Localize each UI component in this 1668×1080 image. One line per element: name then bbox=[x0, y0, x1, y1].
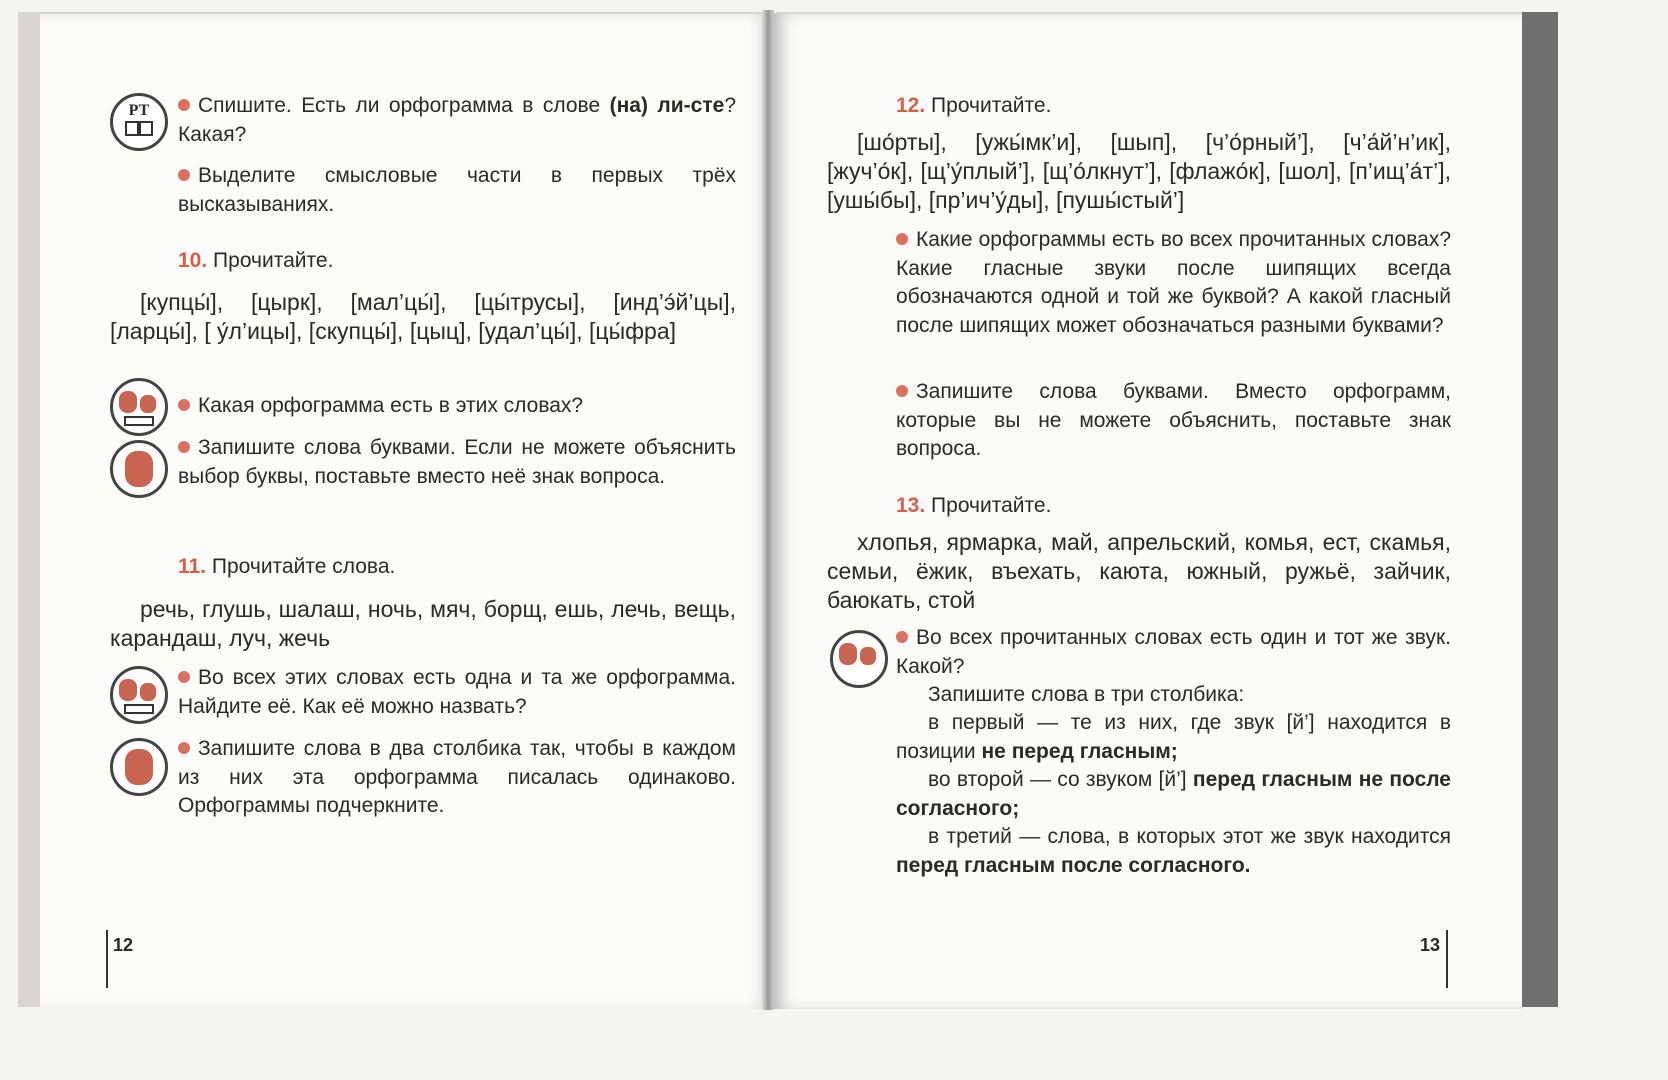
exercise-10-words: [купцы́], [цырк], [мал’цы́], [цы́трусы], [инд’э́й’цы], [ларцы́], [ у́л’ицы], [скупцы́], [цыц], [удал’цы́], [цы́фра] bbox=[110, 289, 736, 344]
workbook-icon-label: РТ bbox=[128, 102, 150, 119]
exercise-11-words: речь, глушь, шалаш, ночь, мяч, борщ, ешь, лечь, вещь, карандаш, луч, жечь bbox=[110, 596, 736, 651]
pair-work-icon bbox=[830, 630, 888, 688]
book-gutter bbox=[762, 10, 774, 1010]
page-number-bar bbox=[1446, 930, 1448, 988]
book-icon bbox=[124, 119, 154, 137]
instruction-column-3: в третий — слова, в которых этот же звук находится перед гласным после согласного. bbox=[896, 825, 1451, 877]
task-write-letters: Запишите слова буквами. Если не можете объяснить выбор буквы, поставьте вместо неё знак вопроса. bbox=[178, 434, 736, 491]
instruction-three-columns: Запишите слова в три столбика: bbox=[928, 683, 1245, 706]
instruction-column-1: в первый — те из них, где звук [й’] находится в позиции не перед гласным; bbox=[896, 711, 1451, 763]
page-number-left: 12 bbox=[113, 935, 134, 955]
exercise-13-heading: 13. Прочитайте. bbox=[896, 494, 1052, 517]
page-edge bbox=[1522, 12, 1558, 1007]
task-semantic-parts: Выделите смысловые части в первых трёх высказываниях. bbox=[178, 162, 736, 219]
pair-work-icon bbox=[110, 378, 168, 436]
task-find-orthogram: Во всех этих словах есть одна и та же орфограмма. Найдите её. Как её можно назвать? bbox=[178, 664, 736, 721]
exercise-10-heading: 10. Прочитайте. bbox=[178, 249, 334, 272]
exercise-12-words: [шо́рты], [ужы́мк’и], [шып], [ч’о́рный’], [ч’а́й’н’ик], [жуч’о́к], [щ’у́плый’], [щ’о́лкнут’], [флажо́к], [шол], [п’ищ’а́т’], [ушы́бы], [пр’ич’у́ды], [пушы́стый’] bbox=[827, 129, 1451, 213]
task-write-letters: Запишите слова буквами. Вместо орфограмм, которые вы не можете объяснить, поставьте знак вопроса. bbox=[896, 378, 1451, 464]
page-number-bar bbox=[106, 930, 108, 988]
exercise-11-heading: 11. Прочитайте слова. bbox=[178, 555, 396, 578]
workbook-icon bbox=[110, 93, 168, 151]
task-orthogram: Какая орфограмма есть в этих словах? bbox=[178, 392, 736, 421]
task-orthograms-all: Какие орфограммы есть во всех прочитанных словах? Какие гласные звуки после шипящих всегда обозначаются одной и той же буквой? А какой гласный после шипящих может обозначаться разными буквами? bbox=[896, 226, 1451, 340]
instruction-column-2: во второй — со звуком [й’] перед гласным не после согласного; bbox=[896, 768, 1451, 820]
exercise-13-words: хлопья, ярмарка, май, апрельский, комья, ест, скамья, семьи, ёжик, въехать, каюта, южный, ружьё, зайчик, баюкать, стой bbox=[827, 529, 1451, 613]
exercise-12-heading: 12. Прочитайте. bbox=[896, 94, 1052, 117]
task-copy: Спишите. Есть ли орфограмма в слове (на) ли-сте? Какая? bbox=[178, 92, 736, 149]
page-number-right: 13 bbox=[1420, 935, 1441, 955]
write-task-icon bbox=[110, 440, 168, 498]
task-two-columns: Запишите слова в два столбика так, чтобы в каждом из них эта орфограмма писалась одинаково. Орфограммы подчеркните. bbox=[178, 735, 736, 821]
task-same-sound: Во всех прочитанных словах есть один и тот же звук. Какой? bbox=[896, 624, 1451, 681]
pair-work-icon bbox=[110, 666, 168, 724]
write-task-icon bbox=[110, 738, 168, 796]
